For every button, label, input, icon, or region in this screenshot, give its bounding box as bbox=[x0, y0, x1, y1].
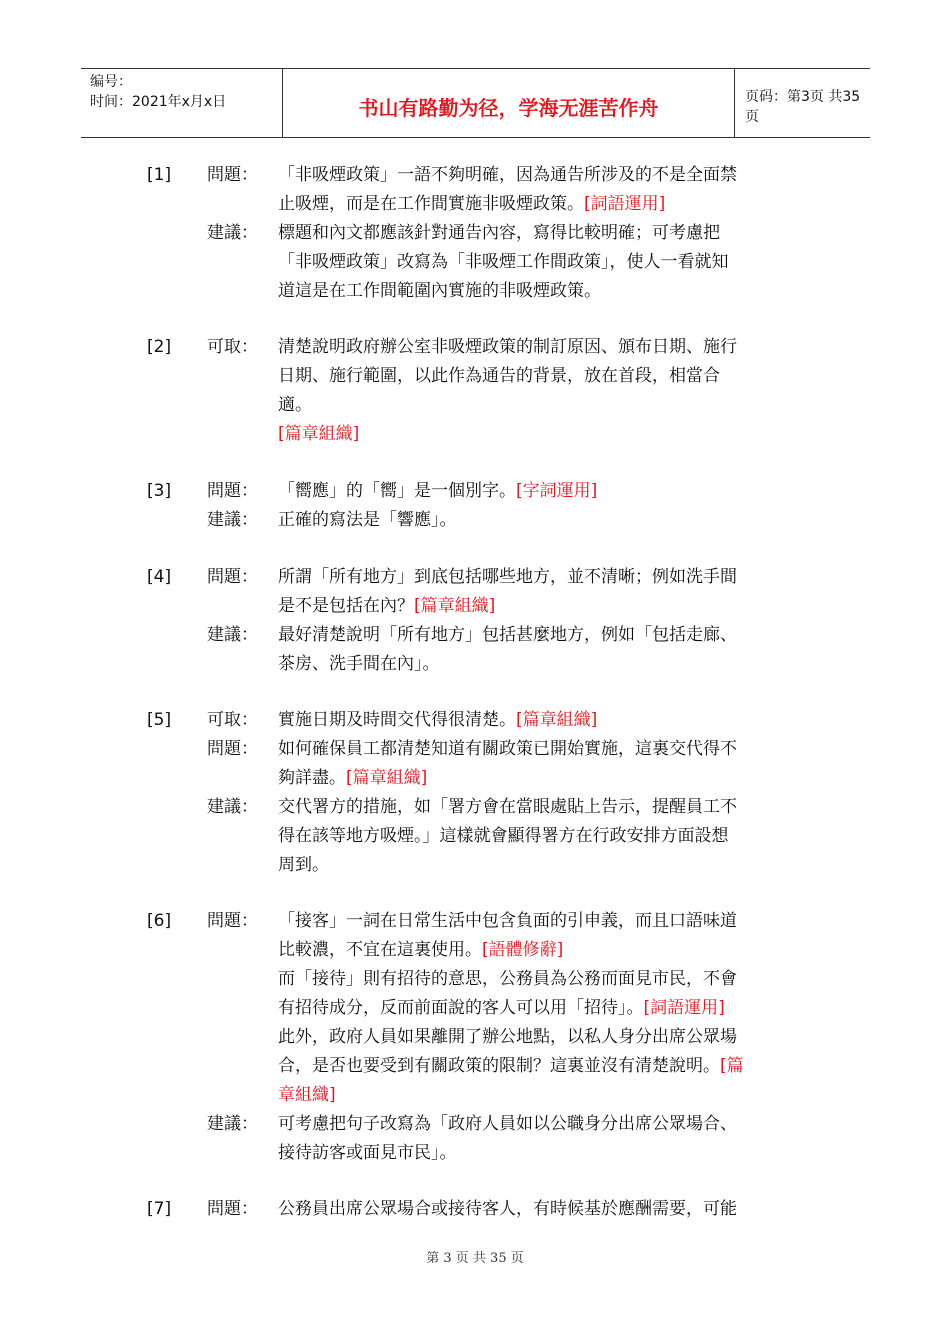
item-text: 「非吸煙政策」一語不夠明確，因為通告所涉及的不是全面禁 bbox=[278, 165, 737, 185]
item-text-line bbox=[278, 391, 808, 420]
item-text-line bbox=[278, 1023, 808, 1052]
item-label: 問題： bbox=[207, 911, 258, 931]
item-text-line bbox=[278, 1110, 808, 1139]
header-motto: 书山有路勤为径，学海无涯苦作舟 bbox=[282, 69, 735, 137]
item-text-line bbox=[278, 362, 808, 391]
item-text-line bbox=[278, 764, 808, 793]
item-text: 交代署方的措施，如「署方會在當眼處貼上告示，提醒員工不 bbox=[278, 797, 737, 817]
item-label: 建議： bbox=[207, 1114, 258, 1134]
item-text: 正確的寫法是「響應」。 bbox=[278, 510, 457, 530]
header-page-label: 页码：第3页 共35页 bbox=[745, 89, 861, 125]
header-meta bbox=[81, 69, 282, 137]
item-label: 建議： bbox=[207, 223, 258, 243]
item-text: 接待訪客或面見市民」。 bbox=[278, 1143, 457, 1163]
category-tag: 章組織] bbox=[278, 1085, 336, 1105]
item-text: 可考慮把句子改寫為「政府人員如以公職身分出席公眾場合、 bbox=[278, 1114, 737, 1134]
item-text-line bbox=[278, 333, 808, 362]
item-text-line bbox=[278, 793, 808, 822]
item-text: 而「接待」則有招待的意思，公務員為公務而面見市民，不會 bbox=[278, 969, 737, 989]
item-text: 如何確保員工都清楚知道有關政策已開始實施，這裏交代得不 bbox=[278, 739, 737, 759]
item-label: 問題： bbox=[207, 1199, 258, 1219]
page-header bbox=[81, 68, 870, 138]
item-text-line bbox=[278, 248, 808, 277]
item-label: 問題： bbox=[207, 481, 258, 501]
item-number: [4] bbox=[147, 567, 172, 587]
item-number: [6] bbox=[147, 911, 172, 931]
item-number: [5] bbox=[147, 710, 172, 730]
item-text-line bbox=[278, 1139, 808, 1168]
item-text-line bbox=[278, 190, 808, 219]
item-label: 問題： bbox=[207, 165, 258, 185]
item-text-line bbox=[278, 592, 808, 621]
item-number: [3] bbox=[147, 481, 172, 501]
category-tag: [詞語運用] bbox=[643, 998, 725, 1018]
item-text: 夠詳盡。 bbox=[278, 768, 346, 788]
category-tag: [詞語運用] bbox=[584, 194, 666, 214]
item-text-line bbox=[278, 1195, 808, 1224]
item-label: 可取： bbox=[207, 710, 258, 730]
item-text-line bbox=[278, 161, 808, 190]
item-text: 合，是否也要受到有關政策的限制？這裏並沒有清楚說明。 bbox=[278, 1056, 720, 1076]
item-text: 實施日期及時間交代得很清楚。 bbox=[278, 710, 516, 730]
item-text: 茶房、洗手間在內」。 bbox=[278, 654, 440, 674]
category-tag: [篇 bbox=[720, 1056, 744, 1076]
item-text: 有招待成分，反而前面說的客人可以用「招待」。 bbox=[278, 998, 644, 1018]
item-text: 是不是包括在內？ bbox=[278, 596, 414, 616]
category-tag: [篇章組織] bbox=[516, 710, 598, 730]
item-text: 最好清楚說明「所有地方」包括甚麼地方，例如「包括走廊、 bbox=[278, 625, 737, 645]
category-tag: [篇章組織] bbox=[414, 596, 496, 616]
item-text-line bbox=[278, 1081, 808, 1110]
item-label: 可取： bbox=[207, 337, 258, 357]
item-label: 建議： bbox=[207, 797, 258, 817]
item-text-line bbox=[278, 277, 808, 306]
item-text-line bbox=[278, 706, 808, 735]
item-label: 問題： bbox=[207, 739, 258, 759]
item-text: 清楚說明政府辦公室非吸煙政策的制訂原因、頒布日期、施行 bbox=[278, 337, 737, 357]
item-text: 道這是在工作間範圍內實施的非吸煙政策。 bbox=[278, 281, 601, 301]
item-number: [7] bbox=[147, 1199, 172, 1219]
item-label: 建議： bbox=[207, 625, 258, 645]
item-text: 適。 bbox=[278, 395, 312, 415]
item-text-line bbox=[278, 420, 808, 449]
item-text-line bbox=[278, 477, 808, 506]
item-number: [1] bbox=[147, 165, 172, 185]
date-label: 时间：2021年x月x日 bbox=[90, 94, 227, 110]
item-number: [2] bbox=[147, 337, 172, 357]
item-text-line bbox=[278, 965, 808, 994]
item-text-line bbox=[278, 563, 808, 592]
item-text-line bbox=[278, 936, 808, 965]
item-text: 「嚮應」的「嚮」是一個別字。 bbox=[278, 481, 516, 501]
item-text: 比較濃，不宜在這裏使用。 bbox=[278, 940, 482, 960]
item-label: 問題： bbox=[207, 567, 258, 587]
item-text: 標題和內文都應該針對通告內容，寫得比較明確；可考慮把 bbox=[278, 223, 720, 243]
category-tag: [篇章組織] bbox=[278, 424, 360, 444]
category-tag: [篇章組織] bbox=[346, 768, 428, 788]
item-text-line bbox=[278, 907, 808, 936]
item-text: 「非吸煙政策」改寫為「非吸煙工作間政策」，使人一看就知 bbox=[278, 252, 729, 272]
item-label: 建議： bbox=[207, 510, 258, 530]
code-label: 编号： bbox=[90, 74, 132, 90]
item-text: 此外，政府人員如果離開了辦公地點，以私人身分出席公眾場 bbox=[278, 1027, 737, 1047]
item-text: 「接客」一詞在日常生活中包含負面的引申義，而且口語味道 bbox=[278, 911, 737, 931]
item-text-line bbox=[278, 851, 808, 880]
item-text: 周到。 bbox=[278, 855, 329, 875]
item-text: 日期、施行範圍，以此作為通告的背景，放在首段，相當合 bbox=[278, 366, 720, 386]
item-text: 所謂「所有地方」到底包括哪些地方，並不清晰；例如洗手間 bbox=[278, 567, 737, 587]
item-text-line bbox=[278, 219, 808, 248]
item-text-line bbox=[278, 822, 808, 851]
item-text-line bbox=[278, 506, 808, 535]
item-text: 止吸煙，而是在工作間實施非吸煙政策。 bbox=[278, 194, 584, 214]
item-text: 公務員出席公眾場合或接待客人，有時候基於應酬需要，可能 bbox=[278, 1199, 737, 1219]
item-text-line bbox=[278, 621, 808, 650]
item-text-line bbox=[278, 650, 808, 679]
item-text: 得在該等地方吸煙。」這樣就會顯得署方在行政安排方面設想 bbox=[278, 826, 729, 846]
page-footer: 第 3 页 共 35 页 bbox=[426, 1251, 524, 1266]
category-tag: [語體修辭] bbox=[482, 940, 564, 960]
item-text-line bbox=[278, 1052, 808, 1081]
item-text-line bbox=[278, 735, 808, 764]
category-tag: [字詞運用] bbox=[516, 481, 598, 501]
item-text-line bbox=[278, 994, 808, 1023]
